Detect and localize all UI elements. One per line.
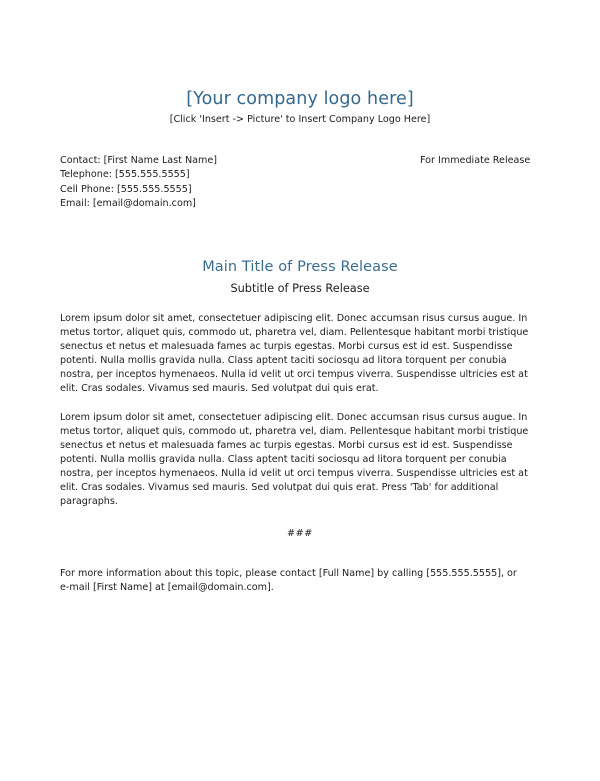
press-release-body [60, 312, 542, 523]
contact-line-email[interactable]: Email: [email@domain.com] [60, 198, 196, 210]
footer-contact-paragraph[interactable]: For more information about this topic, please contact [Full Name] by calling [555.555.5555], or e-mail [First Name] at [email@domain.com]. [60, 568, 517, 594]
end-of-release-marker: ### [287, 528, 313, 539]
company-logo-placeholder-title[interactable]: [Your company logo here] [186, 89, 414, 109]
press-release-main-title[interactable]: Main Title of Press Release [202, 259, 398, 275]
logo-insert-instruction: [Click 'Insert -> Picture' to Insert Company Logo Here] [169, 114, 431, 125]
press-release-heading-block [0, 258, 600, 297]
body-paragraph-1[interactable]: Lorem ipsum dolor sit amet, consectetuer adipiscing elit. Donec accumsan risus cursus augue. In metus tortor, aliquet quis, commodo ut, pharetra vel, diam. Pellentesque habitant morbi tristique senectus et netus et malesuada fames ac turpis egestas. Morbi cursus est id est. Suspendisse potenti. Nulla mollis gravida nulla. Class aptent taciti sociosqu ad litora torquent per conubia nostra, per inceptos hymenaeos. Nulla id velit ut orci tempus viverra. Suspendisse ultricies est at elit. Cras sodales. Vivamus sed mauris. Sed volutpat dui quis erat. [60, 313, 529, 395]
release-timing-note: For Immediate Release [420, 155, 531, 166]
contact-line-cellphone[interactable]: Cell Phone: [555.555.5555] [60, 183, 192, 195]
body-paragraph-2[interactable]: Lorem ipsum dolor sit amet, consectetuer adipiscing elit. Donec accumsan risus cursus augue. In metus tortor, aliquet quis, commodo ut, pharetra vel, diam. Pellentesque habitant morbi tristique senectus et netus et malesuada fames ac turpis egestas. Morbi cursus est id est. Suspendisse potenti. Nulla mollis gravida nulla. Class aptent taciti sociosqu ad litora torquent per conubia nostra, per inceptos hymenaeos. Nulla id velit ut orci tempus viverra. Suspendisse ultricies est at elit. Cras sodales. Vivamus sed mauris. Sed volutpat dui quis erat. Press 'Tab' for additional paragraphs. [60, 411, 529, 508]
contact-line-name[interactable]: Contact: [First Name Last Name] [60, 155, 218, 166]
contact-information-block [60, 154, 217, 212]
contact-line-telephone[interactable]: Telephone: [555.555.5555] [60, 169, 190, 181]
company-logo-placeholder-block [0, 88, 600, 127]
press-release-subtitle[interactable]: Subtitle of Press Release [230, 282, 370, 295]
